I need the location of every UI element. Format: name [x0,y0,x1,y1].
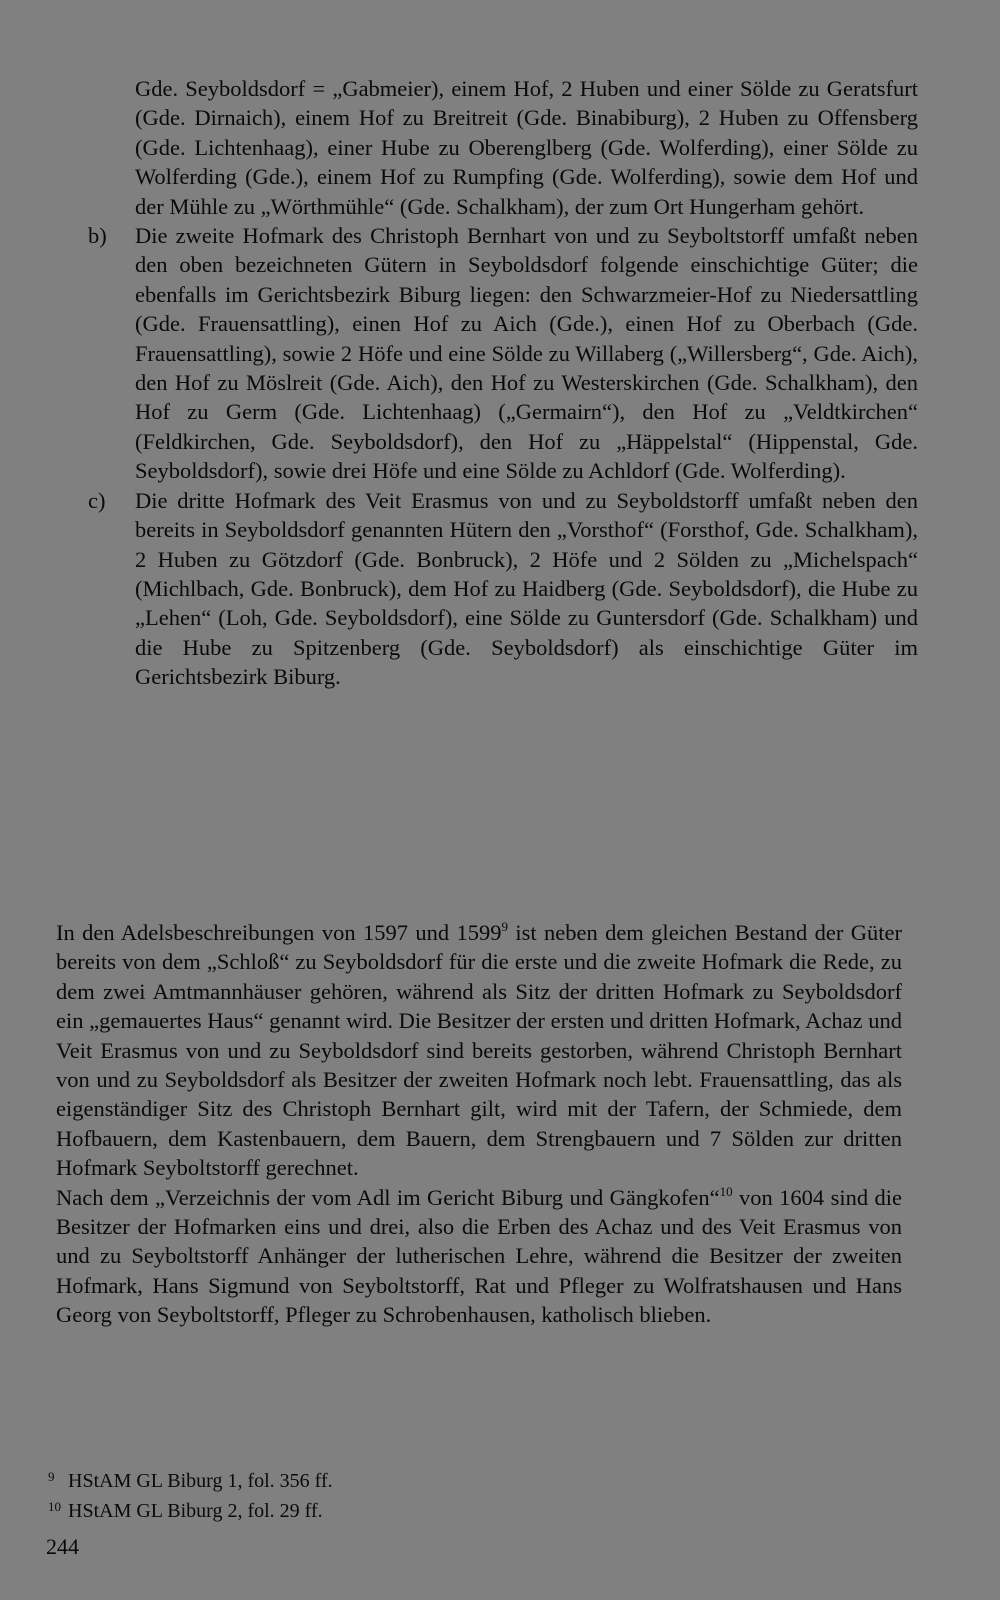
list-item-text: Gde. Seyboldsdorf = „Gabmeier), einem Hof, 2 Huben und einer Sölde zu Geratsfurt (Gde. Dirnaich), einem Hof zu Breitreit (Gde. Binabiburg), 2 Huben zu Offensberg (Gde. Lichtenhaag), einer Hube zu Oberenglberg (Gde. Wolferding), einer Sölde zu Wolferding (Gde.), einem Hof zu Rumpfing (Gde. Wolferding), sowie dem Hof und der Mühle zu „Wörthmühle“ (Gde. Schalkham), der zum Ort Hungerham gehört. [135,76,918,219]
paragraph-adelsbeschreibungen [56,918,902,1183]
list-marker: c) [88,487,106,513]
footnote-ref: 10 [719,1183,733,1199]
paragraph-verzeichnis [56,1183,902,1330]
body-text [56,918,902,1330]
hofmark-list [88,74,918,692]
footnote [48,1494,748,1524]
page-number: 244 [46,1534,79,1559]
paragraph-text: ist neben dem gleichen Bestand der Güter bereits von dem „Schloß“ zu Seyboldsdorf für die erste und die zweite Hofmark die Rede, zu dem zwei Amtmannhäuser gehören, während als Sitz der dritten Hofmark zu Seyboldsdorf ein „gemauertes Haus“ genannt wird. Die Besitzer der ersten und dritten Hofmark, Achaz und Veit Erasmus von und zu Seyboldsdorf sind bereits gestorben, während Christoph Bernhart von und zu Seyboldsdorf als Besitzer der zweiten Hofmark noch lebt. Frauensattling, das als eigenständiger Sitz des Christoph Bernhart gilt, wird mit der Tafern, der Schmiede, dem Hofbauern, dem Kastenbauern, dem Bauern, dem Strengbauern und 7 Sölden zur dritten Hofmark Seyboltstorff gerechnet. [56,920,902,1181]
footnote-ref: 9 [501,919,508,934]
footnote-text: HStAM GL Biburg 2, fol. 29 ff. [68,1500,323,1522]
list-marker: b) [88,223,107,249]
list-item-c [88,486,918,692]
paragraph-text: In den Adelsbeschreibungen von 1597 und 1599 [56,920,502,945]
list-item-b [88,221,918,486]
footnote-number: 10 [48,1499,61,1514]
footnote-number: 9 [48,1469,55,1484]
footnote [48,1464,748,1494]
paragraph-text: Nach dem „Verzeichnis der vom Adl im Gericht Biburg und Gängkofen“ [56,1184,720,1210]
list-item-text: Die zweite Hofmark des Christoph Bernhart von und zu Seyboltstorff umfaßt neben den oben bezeichneten Gütern in Seyboldsdorf folgende einschichtige Güter; die ebenfalls im Gerichtsbezirk Biburg liegen: den Schwarzmeier-Hof zu Niedersattling (Gde. Frauensattling), einen Hof zu Aich (Gde.), einen Hof zu Oberbach (Gde. Frauensattling), sowie 2 Höfe und eine Sölde zu Willaberg („Willersberg“, Gde. Aich), den Hof zu Möslreit (Gde. Aich), den Hof zu Westerskirchen (Gde. Schalkham), den Hof zu Germ (Gde. Lichtenhaag) („Germairn“), den Hof zu „Veldtkirchen“ (Feldkirchen, Gde. Seyboldsdorf), den Hof zu „Häppelstal“ (Hippenstal, Gde. Seyboldsdorf), sowie drei Höfe und eine Sölde zu Achldorf (Gde. Wolferding). [135,223,918,484]
paragraph-text: von 1604 sind die Besitzer der Hofmarken eins und drei, also die Erben des Achaz und des Veit Erasmus von und zu Seyboltstorff Anhänger der lutherischen Lehre, während die Besitzer der zweiten Hofmark, Hans Sigmund von Seyboltstorff, Rat und Pfleger zu Wolfratshausen und Hans Georg von Seyboltstorff, Pfleger zu Schrobenhausen, katholisch blieben. [56,1184,902,1328]
footnote-text: HStAM GL Biburg 1, fol. 356 ff. [68,1470,333,1492]
list-item-text: Die dritte Hofmark des Veit Erasmus von und zu Seyboldstorff umfaßt neben den bereits in Seyboldsdorf genannten Hütern den „Vorsthof“ (Forsthof, Gde. Schalkham), 2 Huben zu Götzdorf (Gde. Bonbruck), 2 Höfe und 2 Sölden zu „Michelspach“ (Michlbach, Gde. Bonbruck), dem Hof zu Haidberg (Gde. Seyboldsdorf), die Hube zu „Lehen“ (Loh, Gde. Seyboldsdorf), eine Sölde zu Guntersdorf (Gde. Schalkham) und die Hube zu Spitzenberg (Gde. Seyboldsdorf) als einschichtige Güter im Gerichtsbezirk Biburg. [135,487,918,690]
list-item-a-continuation [88,74,918,221]
footnotes [48,1464,748,1524]
